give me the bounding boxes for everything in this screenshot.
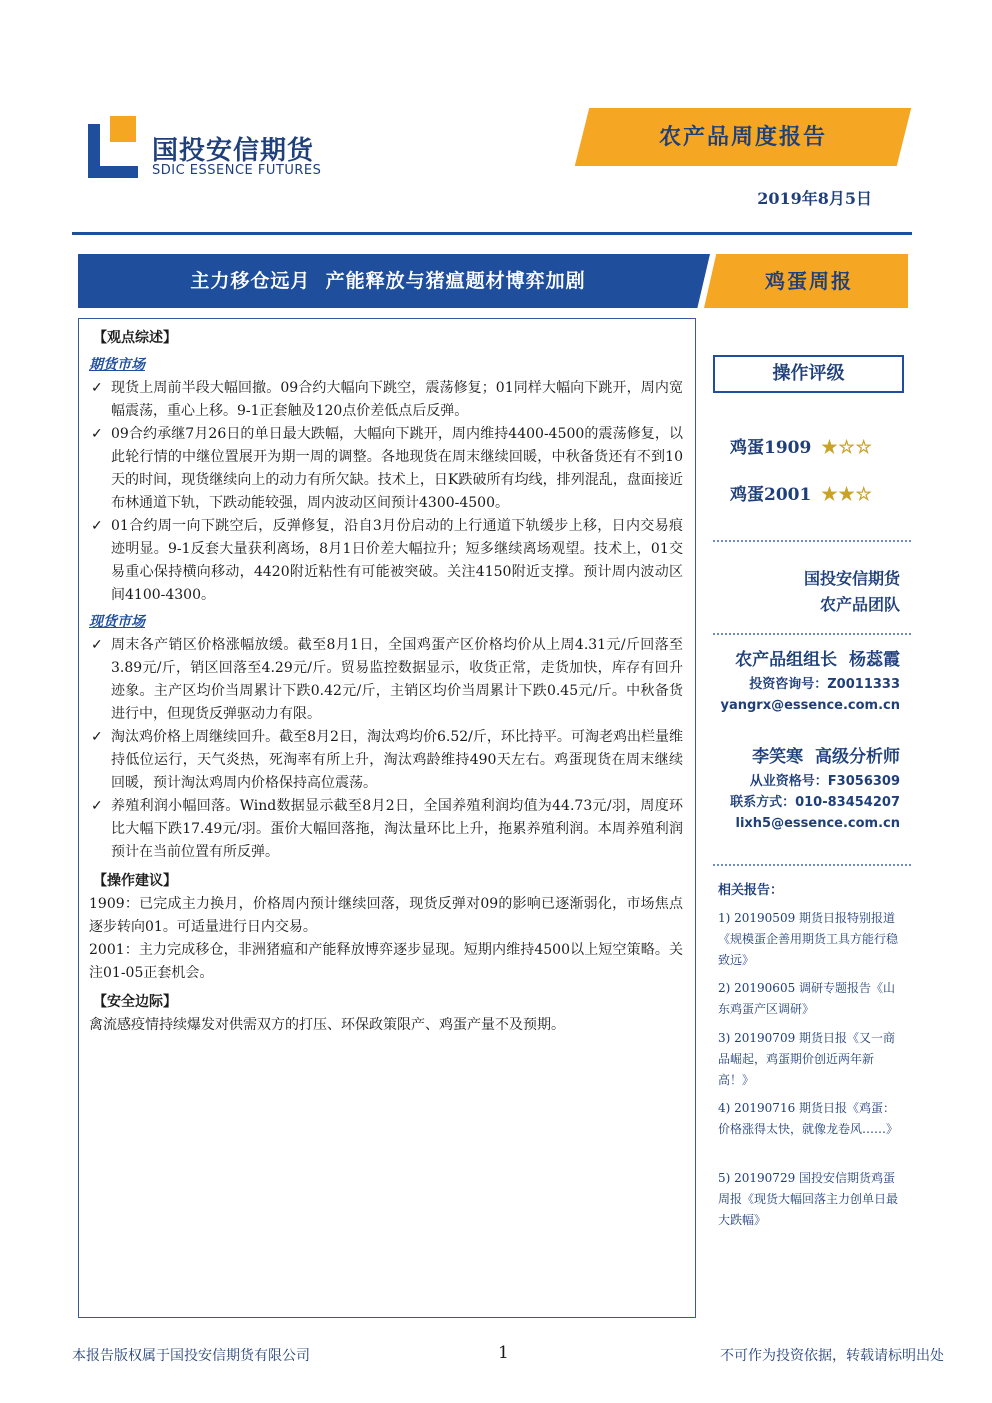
operation-1909: 1909：已完成主力换月，价格周内预计继续回落，现货反弹对09的影响已逐渐弱化，市场焦点逐步转向01。可适量进行日内交易。 xyxy=(89,896,683,935)
checkmark-icon: ✓ xyxy=(91,426,103,442)
rating-name: 鸡蛋1909 xyxy=(730,438,812,458)
logo-mark-icon xyxy=(88,116,138,178)
list-item: ✓ 周末各产销区价格涨幅放缓。截至8月1日，全国鸡蛋产区价格均价从上周4.31元/斤回落至3.89元/斤，销区回落至4.29元/斤。贸易监控数据显示，收货正常，走货加快，库存有回升迹象。主产区均价当周累计下跌0.42元/斤，主销区均价当周累计下跌0.45元/斤。中秋备货进行中，但现货反弹驱动力有限。 xyxy=(89,634,683,726)
risk-heading: 【安全边际】 xyxy=(93,994,177,1010)
checkmark-icon: ✓ xyxy=(91,518,103,534)
checkmark-icon: ✓ xyxy=(91,637,103,653)
rating-row-2001 xyxy=(730,480,873,505)
main-content-box xyxy=(78,318,696,1318)
list-item: ✓ 09合约承继7月26日的单日最大跌幅，大幅向下跳开，周内维持4400-4500的震荡修复，以此轮行情的中继位置展开为期一周的调整。各地现货在周末继续回暖，中秋备货还有不到10天的时间，现货继续向上的动力有所欠缺。技术上，日K跌破所有均线，排列混乱，盘面接近布林通道下轨，下跌动能较强，周内波动区间预计4300-4500。 xyxy=(89,423,683,515)
sidebar-divider xyxy=(713,540,911,542)
logo-chinese-name: 国投安信期货 xyxy=(152,136,315,166)
risk-text: 禽流感疫情持续爆发对供需双方的打压、环保政策限产、鸡蛋产量不及预期。 xyxy=(89,1017,565,1033)
sidebar-divider xyxy=(713,633,911,635)
team-company: 国投安信期货 xyxy=(803,569,900,588)
star-rating-icon: ★☆☆ xyxy=(821,437,873,458)
related-report-item: 5) 20190729 国投安信期货鸡蛋周报《现货大幅回落主力创单日最大跌幅》 xyxy=(718,1171,899,1227)
related-report-item: 2) 20190605 调研专题报告《山东鸡蛋产区调研》 xyxy=(718,981,896,1016)
operations-heading: 【操作建议】 xyxy=(93,873,177,889)
company-logo xyxy=(88,116,324,188)
weekly-label: 鸡蛋周报 xyxy=(765,269,853,293)
analyst-email: lixh5@essence.com.cn xyxy=(735,816,900,831)
sidebar-divider xyxy=(713,864,911,866)
report-type-label: 农产品周度报告 xyxy=(658,124,827,150)
checkmark-icon: ✓ xyxy=(91,798,103,814)
spot-heading: 现货市场 xyxy=(89,614,145,630)
report-title: 主力移仓远月 产能释放与猪瘟题材博弈加剧 xyxy=(190,270,586,292)
list-item: ✓ 淘汰鸡价格上周继续回升。截至8月2日，淘汰鸡均价6.52/斤，环比持平。可淘老鸡出栏量维持低位运行，天气炎热，死淘率有所上升，淘汰鸡龄维持490天左右。鸡蛋现货在周末继续回暖，预计淘汰鸡周内价格保持高位震荡。 xyxy=(89,726,683,795)
related-report-item: 4) 20190716 期货日报《鸡蛋：价格涨得太快，就像龙卷风……》 xyxy=(718,1101,899,1136)
checkmark-icon: ✓ xyxy=(91,729,103,745)
report-date: 2019年8月5日 xyxy=(757,189,872,208)
list-item: ✓ 养殖利润小幅回落。Wind数据显示截至8月2日，全国养殖利润均值为44.73元/羽，周度环比大幅下跌17.49元/羽。蛋价大幅回落拖，淘汰量环比上升，拖累养殖利润。本周养殖利润预计在当前位置有所反弹。 xyxy=(89,795,683,864)
analyst-email: yangrx@essence.com.cn xyxy=(720,698,900,713)
operation-2001: 2001：主力完成移仓，非洲猪瘟和产能释放博弈逐步显现。短期内维持4500以上短空策略。关注01-05正套机会。 xyxy=(89,942,683,981)
star-rating-icon: ★★☆ xyxy=(821,484,873,505)
header-divider xyxy=(72,232,912,235)
checkmark-icon: ✓ xyxy=(91,380,103,396)
analyst-phone: 联系方式：010-83454207 xyxy=(730,795,900,810)
logo-english-name: SDIC ESSENCE FUTURES xyxy=(152,163,322,178)
analyst-license: 投资咨询号：Z0011333 xyxy=(749,677,900,692)
copyright-notice: 本报告版权属于国投安信期货有限公司 xyxy=(72,1348,310,1364)
rating-title: 操作评级 xyxy=(713,355,904,393)
related-report-item: 3) 20190709 期货日报《又一商品崛起，鸡蛋期价创近两年新高！》 xyxy=(718,1031,896,1087)
rating-name: 鸡蛋2001 xyxy=(730,485,812,505)
list-item: ✓ 01合约周一向下跳空后，反弹修复，沿自3月份启动的上行通道下轨缓步上移，日内交易痕迹明显。9-1反套大量获利离场，8月1日价差大幅拉升；短多继续离场观望。技术上，01交易重心保持横向移动，4420附近粘性有可能被突破。关注4150附近支撑。预计周内波动区间4100-4300。 xyxy=(89,515,683,607)
list-item: ✓ 现货上周前半段大幅回撤。09合约大幅向下跳空，震荡修复；01同样大幅向下跳开，周内宽幅震荡，重心上移。9-1正套触及120点价差低点后反弹。 xyxy=(89,377,683,423)
futures-heading: 期货市场 xyxy=(89,357,145,373)
related-reports-title: 相关报告： xyxy=(718,883,784,898)
analyst-license: 从业资格号：F3056309 xyxy=(749,774,900,789)
analyst-block-2 xyxy=(730,743,900,834)
overview-heading: 【观点综述】 xyxy=(93,330,177,346)
team-name: 农产品团队 xyxy=(819,595,900,614)
rating-row-1909 xyxy=(730,433,873,458)
team-block xyxy=(804,566,900,618)
analyst-block-1 xyxy=(720,646,900,716)
page-number: 1 xyxy=(498,1343,509,1363)
disclaimer: 不可作为投资依据，转载请标明出处 xyxy=(720,1348,944,1364)
related-report-item: 1) 20190509 期货日报特别报道《规模蛋企善用期货工具方能行稳致远》 xyxy=(718,911,899,967)
analyst-name: 农产品组组长 杨蕊霞 xyxy=(735,650,900,670)
analyst-name: 李笑寒 高级分析师 xyxy=(752,747,900,767)
